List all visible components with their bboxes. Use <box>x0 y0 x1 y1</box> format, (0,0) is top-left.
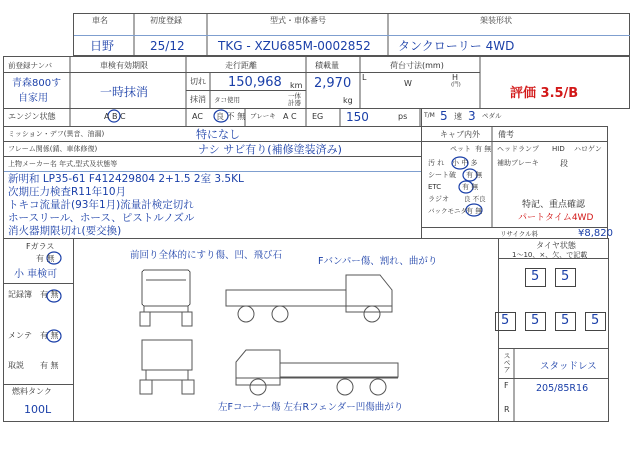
equipment-line-5: 消火器期限切れ(要交換) <box>8 225 122 237</box>
tm-label: T/M <box>424 112 435 119</box>
manual-label: 取説 <box>8 361 24 370</box>
model-chassis: TKG - XZU685M-0002852 <box>218 39 371 53</box>
ps-value: 150 <box>346 110 369 124</box>
pedals-unit: ペダル <box>482 112 502 120</box>
dim-H-label: H <box>452 73 459 82</box>
grade: 評価 3.5/B <box>510 86 579 101</box>
body-shape: タンクローリー 4WD <box>398 39 515 53</box>
kiri-label: 切れ <box>190 77 206 86</box>
capacity-label: 積載量 <box>315 61 339 70</box>
note-front: 前回り全体的にすり傷、凹、飛び石 <box>130 250 283 261</box>
tire-front-left: 5 <box>531 269 540 284</box>
capacity-value: 2,970 <box>314 76 352 91</box>
engine-label: エンジン状態 <box>8 112 56 121</box>
engine-options: A B C <box>104 112 126 121</box>
tokei-label: 計器 <box>288 99 301 107</box>
record-book-label: 記録簿 <box>8 290 32 299</box>
dim-L-label: L <box>362 73 367 82</box>
note-bottom: 左Fコーナー傷 左右Rフェンダー凹傷曲がり <box>218 402 404 413</box>
recycle-value: ¥8,820 <box>578 228 613 239</box>
remarks-title: 備考 <box>498 130 514 139</box>
dim-W-label: W <box>404 79 412 88</box>
manual-opts: 有 無 <box>40 361 59 370</box>
kg-unit: kg <box>343 96 353 105</box>
equipment-line-2: 次期圧力検査R11年10月 <box>8 186 127 198</box>
note-bumper: Fバンパー傷、割れ、曲がり <box>318 256 438 267</box>
equip-headlamp: ヘッドランプ <box>497 145 539 153</box>
tire-rear-1: 5 <box>501 313 510 328</box>
cab-row-etc-opts: 有 無 <box>462 183 479 191</box>
truck-rear-view <box>142 340 192 370</box>
massho-label: 抹消 <box>190 95 206 104</box>
spare-label: スペア <box>503 352 511 373</box>
inspection-value: 一時抹消 <box>100 85 149 99</box>
cab-row-dirt: 汚 れ <box>428 159 445 167</box>
pedals: 3 <box>468 109 476 123</box>
ac-options: 良 不 無 <box>216 112 246 121</box>
special-note: 特記、重点確認 <box>522 200 586 210</box>
gears: 5 <box>440 109 448 123</box>
tire-type: スタッドレス <box>540 361 597 372</box>
mission-label: ミッション・デフ(異音、油漏) <box>8 130 105 138</box>
fuel-value: 100L <box>24 403 52 416</box>
equip-hid: HID <box>552 145 565 153</box>
cab-row-monitor: バックモニタ <box>428 207 467 215</box>
record-book-opts: 有 無 <box>40 290 59 299</box>
ps-unit: ps <box>398 112 408 121</box>
frame-value: ナシ サビ有り(補修塗装済み) <box>198 143 342 156</box>
tire-rear-2: 5 <box>531 313 540 328</box>
cab-row-radio: ラジオ <box>428 195 449 203</box>
ac-label: AC <box>192 112 203 121</box>
km-unit: km <box>290 81 303 90</box>
brake-label: ブレーキ <box>250 112 276 120</box>
truck-side-view-right <box>280 363 398 377</box>
maint-opts: 有 無 <box>40 331 59 340</box>
tire-front-right: 5 <box>561 269 570 284</box>
cab-row-etc: ETC <box>428 183 442 191</box>
first-reg: 25/12 <box>150 39 185 53</box>
cab-title: キャブ内外 <box>440 130 480 139</box>
f-glass-label: Fガラス <box>26 242 55 251</box>
eg-label: EG <box>312 112 324 121</box>
model-chassis-label: 型式・車体番号 <box>270 16 326 25</box>
body-shape-label: 架装形状 <box>480 16 512 25</box>
gears-unit: 速 <box>454 112 462 121</box>
mileage-label: 走行距離 <box>225 61 257 70</box>
equip-halogen: ハロゲン <box>574 145 602 153</box>
equipment-line-4: ホースリール、ホース、ピストルノズル <box>8 212 195 224</box>
cab-row-pet-opts: 有 無 <box>475 145 492 153</box>
plate-type: 自家用 <box>18 93 48 104</box>
tire-side-F: F <box>504 381 509 390</box>
f-glass-value: 小 車検可 <box>14 269 58 280</box>
cab-row-dirt-opts: 小 中 多 <box>452 159 478 167</box>
cab-row-seat-opts: 有 無 <box>466 171 483 179</box>
truck-front-view <box>142 270 190 306</box>
cab-row-seat: シート破 <box>428 171 456 179</box>
equipment-label: 上物メーカー名 年式,型式及状態等 <box>8 160 118 168</box>
mileage-value: 150,968 <box>228 75 282 90</box>
mission-value: 特になし <box>196 128 240 141</box>
tire-size: 205/85R16 <box>536 383 589 394</box>
frame-label: フレーム関係(錆、車体修復) <box>8 145 98 153</box>
fuel-label: 燃料タンク <box>12 387 52 396</box>
equipment-line-1: 新明和 LP35-61 F412429804 2+1.5 2室 3.5KL <box>8 173 244 185</box>
tires-subtitle: 1〜10、×、欠、で記載 <box>512 251 588 259</box>
vehicle-name: 日野 <box>90 39 115 53</box>
first-reg-label: 初度登録 <box>150 16 182 25</box>
cab-row-radio-opts: 良 不良 <box>464 195 486 203</box>
tire-side-R: R <box>504 405 510 414</box>
prev-plate-label: 前登録ナンバ <box>8 61 53 70</box>
vehicle-name-label: 車名 <box>92 16 108 25</box>
aux-brake-label: 補助ブレーキ <box>497 159 539 167</box>
inspection-label: 車検有効期限 <box>100 61 148 70</box>
bed-dims-label: 荷台寸法(mm) <box>390 61 444 70</box>
brake-options: A C <box>283 112 297 121</box>
taiko-label: タコ使用 <box>214 96 240 104</box>
aux-brake-value: 段 <box>560 159 568 168</box>
tire-rear-3: 5 <box>561 313 570 328</box>
plate: 青森800す <box>12 78 62 89</box>
tires-title: タイヤ状態 <box>536 241 576 250</box>
equipment-line-3: トキコ流量計(93年1月)流量計検定切れ <box>8 199 194 211</box>
cab-row-pet: ペット <box>450 145 471 153</box>
maint-label: メンテ <box>8 331 32 340</box>
recycle-label: リサイクル料 <box>500 230 539 238</box>
dim-H-note: (門) <box>451 82 461 88</box>
tire-rear-4: 5 <box>591 313 600 328</box>
ittei-label: 一体 <box>288 92 301 100</box>
cab-row-monitor-opts: 有 無 <box>466 207 483 215</box>
parttime-4wd: パートタイム4WD <box>518 213 594 223</box>
truck-side-view-left <box>226 290 346 306</box>
f-glass-options: 有 無 <box>36 254 55 263</box>
